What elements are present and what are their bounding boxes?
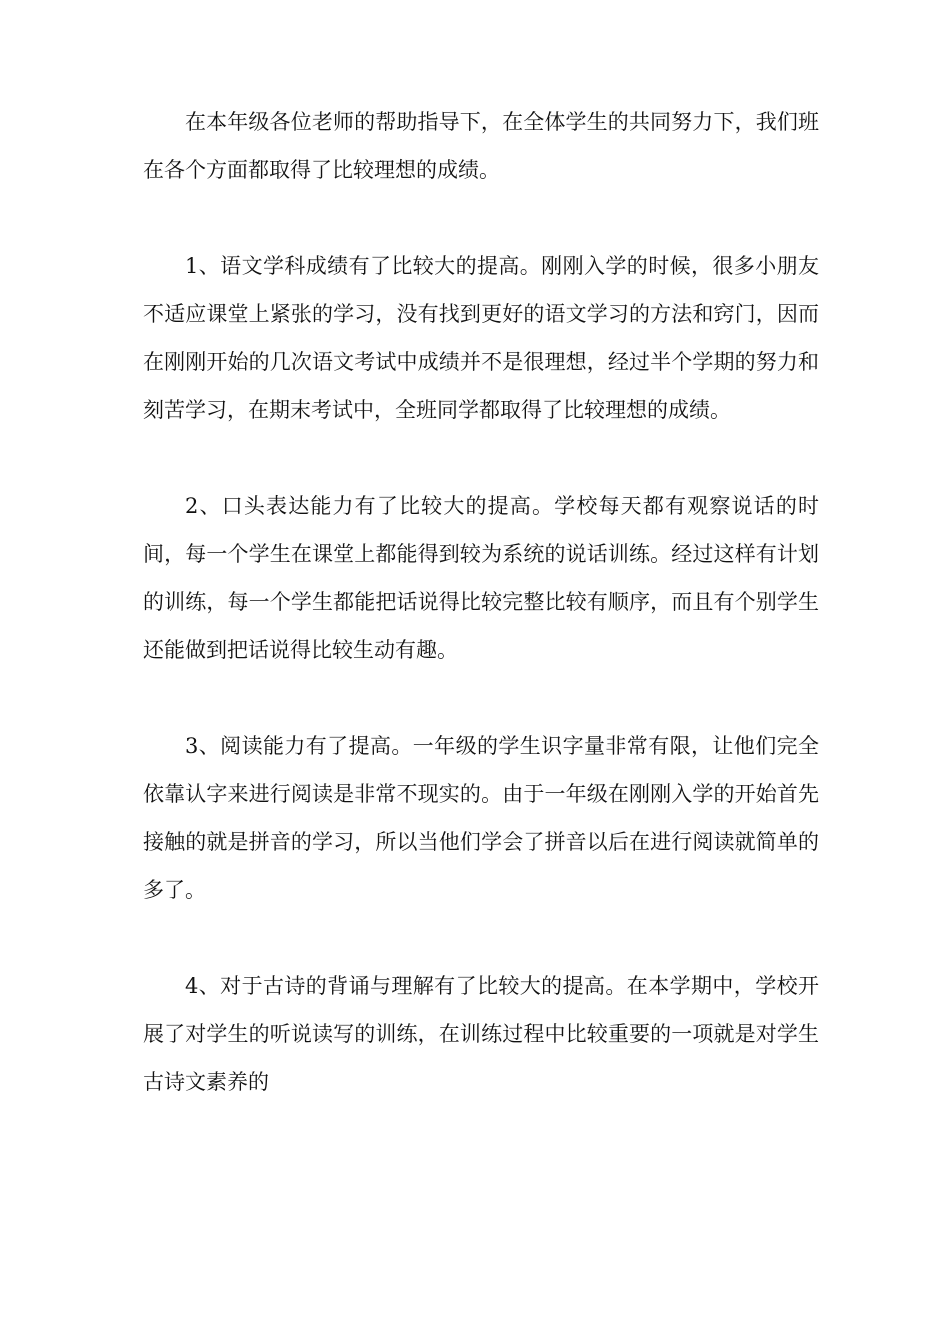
paragraph-chinese-subject: 1、语文学科成绩有了比较大的提高。刚刚入学的时候，很多小朋友不适应课堂上紧张的学习，没有找到更好的语文学习的方法和窍门，因而在刚刚开始的几次语文考试中成绩并不是很理想，经过半个学期的努力和刻苦学习，在期末考试中，全班同学都取得了比较理想的成绩。 [143,254,819,422]
paragraph-oral-expression: 2、口头表达能力有了比较大的提高。学校每天都有观察说话的时间，每一个学生在课堂上都能得到较为系统的说话训练。经过这样有计划的训练，每一个学生都能把话说得比较完整比较有顺序，而且有个别学生还能做到把话说得比较生动有趣。 [143,494,819,662]
paragraph-ancient-poetry: 4、对于古诗的背诵与理解有了比较大的提高。在本学期中，学校开展了对学生的听说读写的训练，在训练过程中比较重要的一项就是对学生古诗文素养的 [143,974,819,1094]
paragraph-reading: 3、阅读能力有了提高。一年级的学生识字量非常有限，让他们完全依靠认字来进行阅读是非常不现实的。由于一年级在刚刚入学的开始首先接触的就是拼音的学习，所以当他们学会了拼音以后在进行阅读就简单的多了。 [143,734,819,902]
paragraph-intro: 在本年级各位老师的帮助指导下，在全体学生的共同努力下，我们班在各个方面都取得了比较理想的成绩。 [143,110,819,182]
document-body [143,98,819,1106]
